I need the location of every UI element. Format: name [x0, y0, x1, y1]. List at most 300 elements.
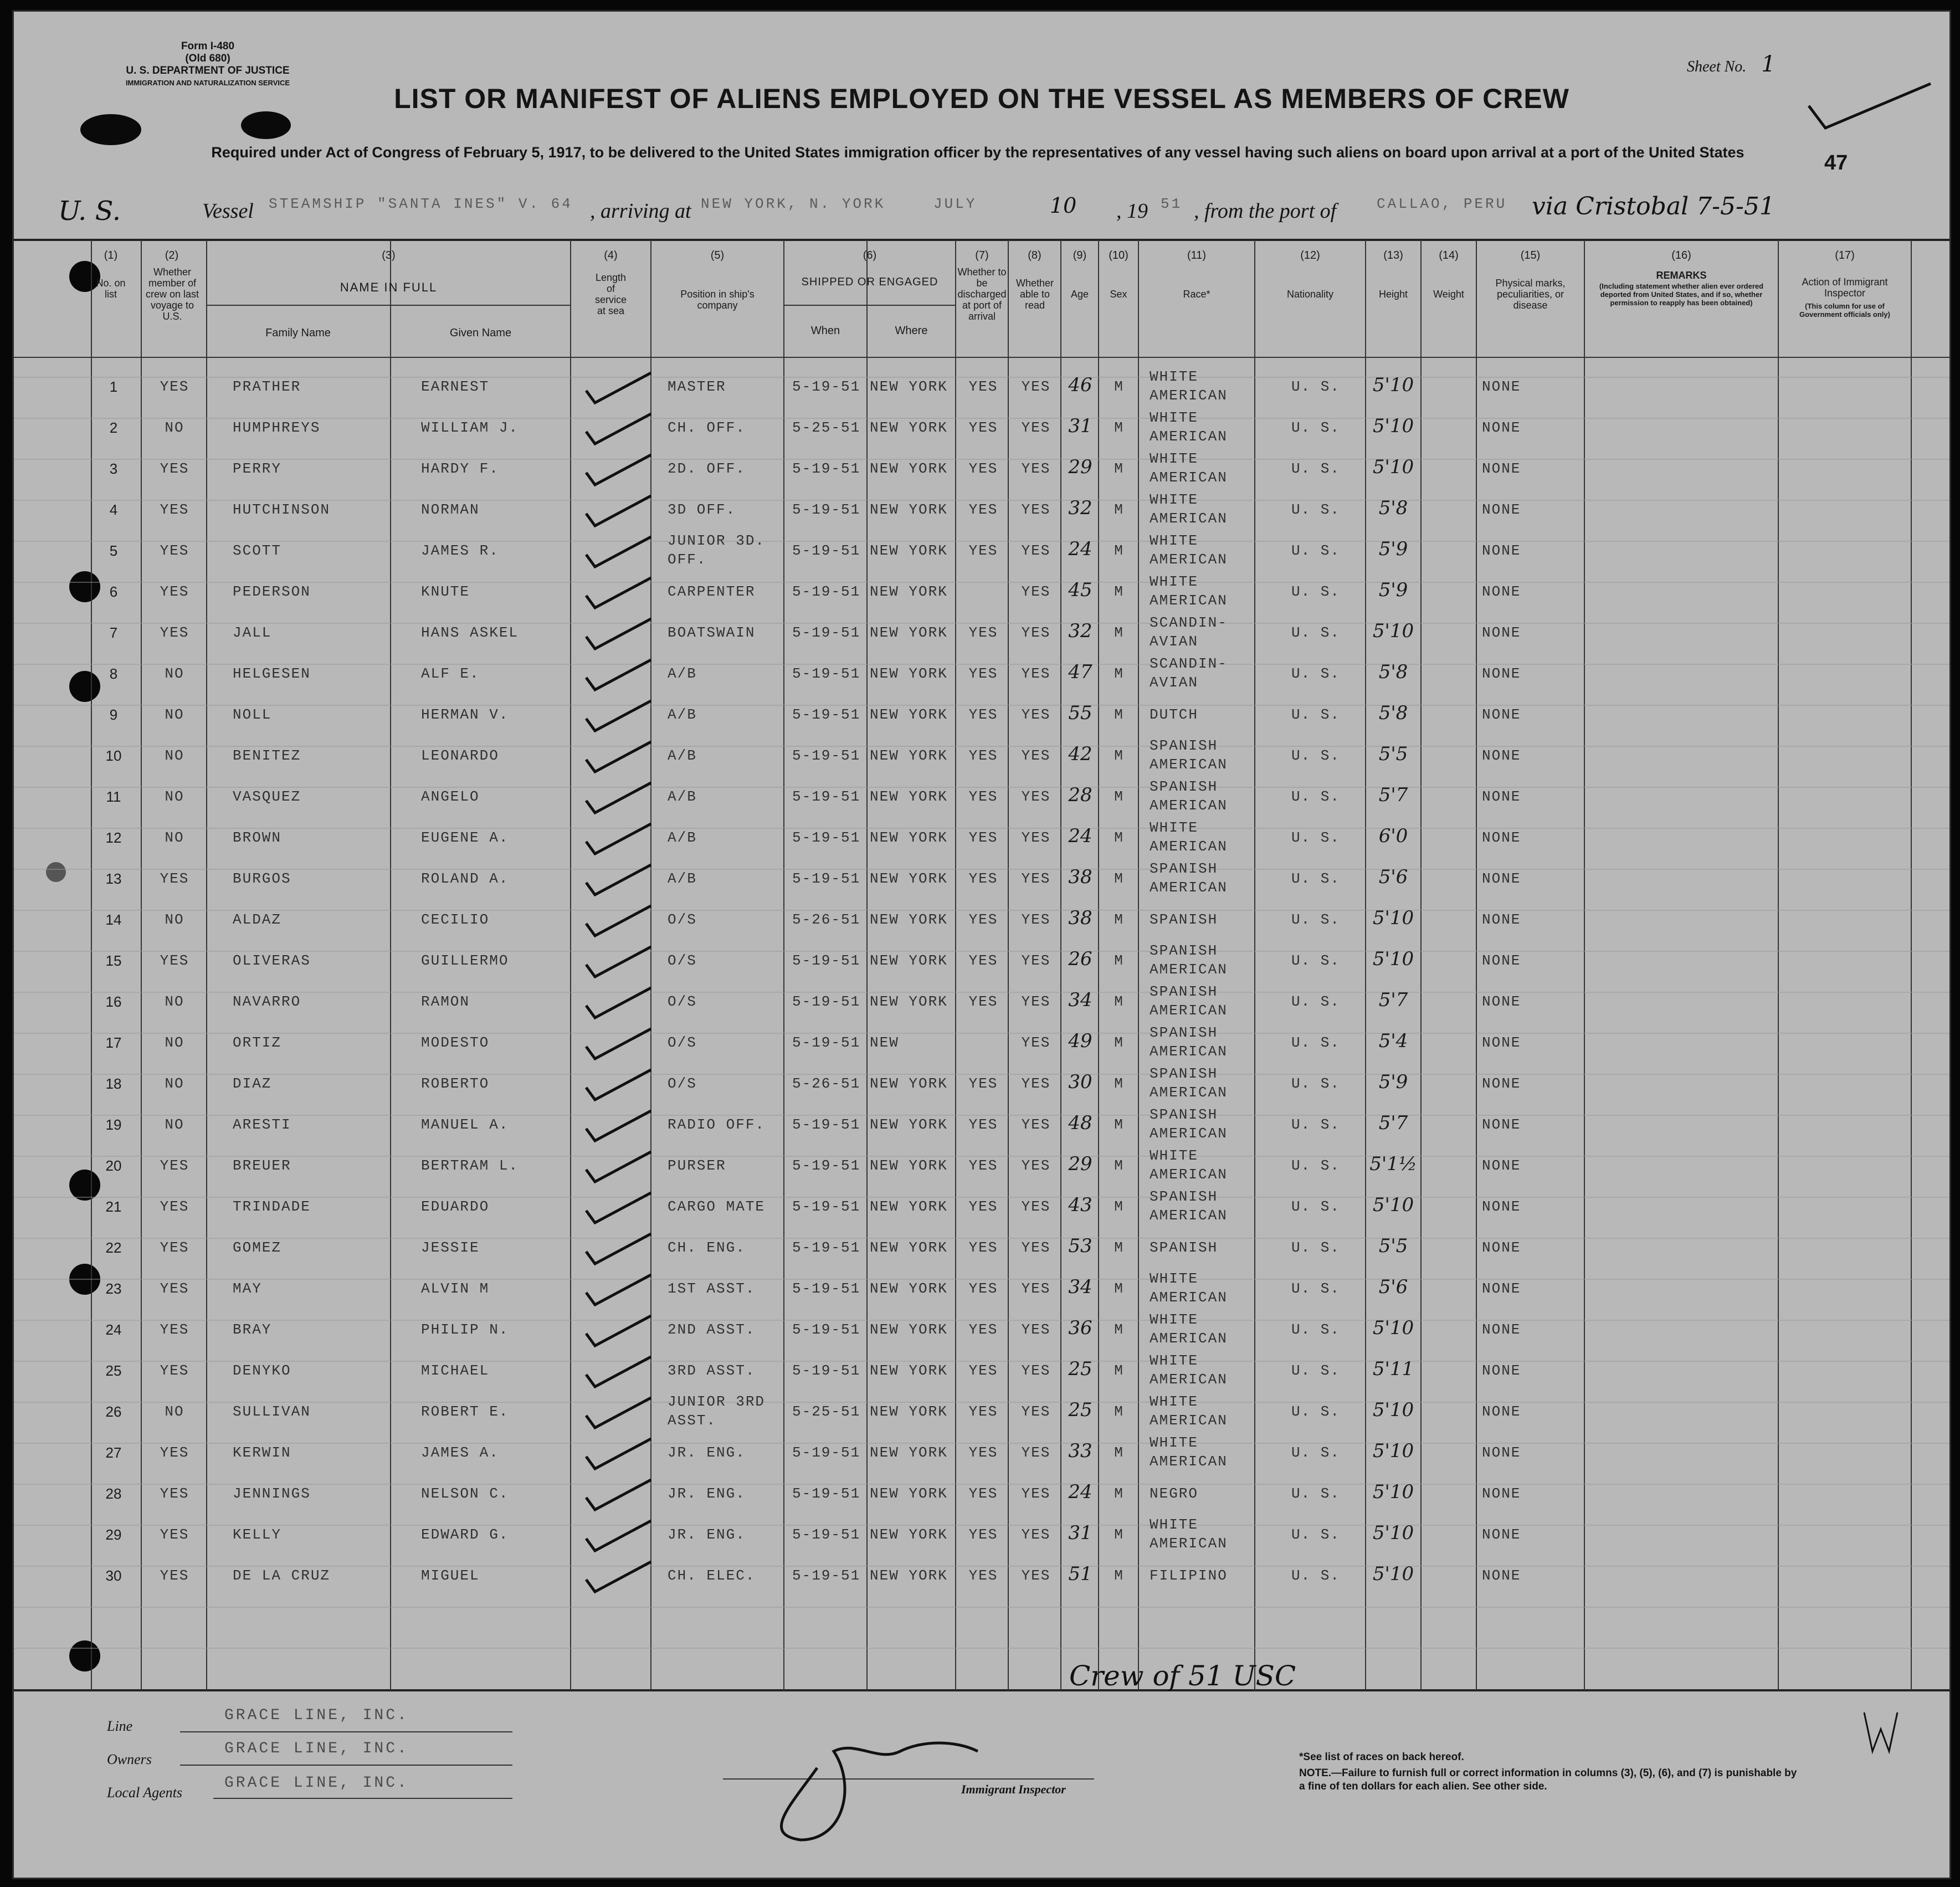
cell-no: 30 [105, 1567, 122, 1584]
cell-read: YES [1021, 665, 1051, 682]
footer-rules [14, 12, 1949, 1878]
cell-disch: YES [968, 706, 998, 723]
cell-no: 1 [109, 378, 118, 395]
cell-phys: NONE [1482, 829, 1521, 846]
cell-race: SCANDIN- AVIAN [1150, 655, 1228, 691]
cell-given: ALF E. [421, 665, 480, 682]
col-header-16: REMARKS [1656, 270, 1707, 281]
cell-no: 3 [109, 460, 118, 477]
cell-sex: M [1114, 460, 1124, 477]
cell-read: YES [1021, 1239, 1051, 1256]
cell-last: NO [165, 1403, 184, 1420]
col-header-14: Weight [1433, 289, 1464, 300]
cell-given: NELSON C. [421, 1485, 509, 1502]
cell-race: WHITE AMERICAN [1150, 409, 1228, 445]
cell-height: 5'10 [1372, 948, 1414, 970]
cell-height: 5'10 [1372, 456, 1414, 478]
cell-disch: YES [968, 1444, 998, 1461]
cell-nat: U. S. [1291, 501, 1340, 518]
cell-race: SPANISH AMERICAN [1150, 860, 1228, 896]
cell-family: HUTCHINSON [233, 501, 331, 518]
cell-read: YES [1021, 1034, 1051, 1051]
cell-where: NEW YORK [870, 870, 948, 887]
col-num: (17) [1835, 249, 1855, 261]
cell-when: 5-26-51 [792, 1075, 861, 1092]
cell-phys: NONE [1482, 993, 1521, 1010]
cell-height: 5'10 [1372, 1522, 1414, 1544]
cell-when: 5-19-51 [792, 1116, 861, 1133]
cell-read: YES [1021, 1444, 1051, 1461]
cell-race: SPANISH AMERICAN [1150, 1188, 1228, 1224]
cell-where: NEW YORK [870, 829, 948, 846]
page-subtitle: Required under Act of Congress of February 5, 1917, to be delivered to the United States immigration officer by the representatives of any vessel having such aliens on board upon arrival at a port of the United States [211, 144, 1744, 161]
col-header-6b: Where [895, 325, 928, 337]
cell-no: 11 [106, 788, 121, 805]
cell-family: HELGESEN [233, 665, 311, 682]
cell-last: NO [165, 419, 184, 436]
cell-sex: M [1114, 501, 1124, 518]
cell-sex: M [1114, 378, 1124, 395]
cell-family: HUMPHREYS [233, 419, 321, 436]
cell-when: 5-19-51 [792, 665, 861, 682]
cell-age: 24 [1068, 825, 1092, 847]
cell-age: 47 [1068, 661, 1092, 683]
cell-nat: U. S. [1291, 378, 1340, 395]
cell-where: NEW YORK [870, 1075, 948, 1092]
cell-disch: YES [968, 1567, 998, 1584]
cell-read: YES [1021, 1321, 1051, 1338]
cell-phys: NONE [1482, 1321, 1521, 1338]
cell-family: MAY [233, 1280, 262, 1297]
owners-label: Owners [107, 1751, 152, 1767]
cell-last: NO [165, 665, 184, 682]
cell-phys: NONE [1482, 583, 1521, 600]
cell-when: 5-19-51 [792, 501, 861, 518]
vessel-prefix: U. S. [58, 196, 121, 227]
cell-sex: M [1114, 1280, 1124, 1297]
form-service: IMMIGRATION AND NATURALIZATION SERVICE [125, 79, 290, 87]
cell-last: NO [165, 706, 184, 723]
cell-age: 33 [1068, 1440, 1092, 1462]
col-header-12: Nationality [1286, 289, 1334, 300]
col-header-2: Whether member of crew on last voyage to U.S. [145, 266, 199, 322]
cell-given: MODESTO [421, 1034, 490, 1051]
cell-no: 29 [105, 1526, 122, 1543]
cell-given: ROBERTO [421, 1075, 490, 1092]
cell-last: NO [165, 1116, 184, 1133]
cell-position: O/S [668, 1034, 697, 1051]
cell-last: NO [165, 1075, 184, 1092]
cell-no: 9 [109, 706, 118, 723]
col-header-6a: When [810, 325, 840, 337]
arriving-label: , arriving at [590, 199, 691, 223]
cell-read: YES [1021, 1567, 1051, 1584]
cell-read: YES [1021, 911, 1051, 928]
cell-phys: NONE [1482, 1444, 1521, 1461]
cell-where: NEW YORK [870, 419, 948, 436]
owners-value: GRACE LINE, INC. [224, 1740, 409, 1757]
cell-when: 5-19-51 [792, 1321, 861, 1338]
col-header-3a: Family Name [265, 327, 331, 339]
cell-no: 14 [105, 911, 122, 928]
cell-nat: U. S. [1291, 1485, 1340, 1502]
cell-when: 5-19-51 [792, 1567, 861, 1584]
footer-note-races: *See list of races on back hereof. [1299, 1751, 1464, 1763]
cell-age: 24 [1068, 538, 1092, 560]
cell-nat: U. S. [1291, 1567, 1340, 1584]
cell-given: ANGELO [421, 788, 480, 805]
cell-phys: NONE [1482, 788, 1521, 805]
cell-age: 32 [1068, 497, 1092, 519]
cell-phys: NONE [1482, 1362, 1521, 1379]
cell-read: YES [1021, 1075, 1051, 1092]
cell-where: NEW YORK [870, 1280, 948, 1297]
col-header-17: Action of Immigrant Inspector [1802, 276, 1888, 299]
cell-last: YES [160, 1362, 189, 1379]
cell-phys: NONE [1482, 706, 1521, 723]
cell-position: A/B [668, 829, 697, 846]
cell-age: 34 [1068, 1276, 1092, 1298]
cell-given: BERTRAM L. [421, 1157, 519, 1174]
cell-phys: NONE [1482, 747, 1521, 764]
cell-given: HANS ASKEL [421, 624, 519, 641]
cell-given: NORMAN [421, 501, 480, 518]
cell-sex: M [1114, 1444, 1124, 1461]
col-header-11: Race* [1183, 289, 1210, 300]
cell-age: 42 [1068, 743, 1092, 765]
cell-last: YES [160, 1157, 189, 1174]
cell-age: 26 [1068, 948, 1092, 970]
cell-family: KERWIN [233, 1444, 291, 1461]
cell-no: 12 [105, 829, 122, 846]
cell-position: 3D OFF. [668, 501, 736, 518]
cell-race: WHITE AMERICAN [1150, 1393, 1228, 1429]
cell-phys: NONE [1482, 542, 1521, 559]
cell-age: 34 [1068, 989, 1092, 1011]
cell-read: YES [1021, 952, 1051, 969]
cell-position: BOATSWAIN [668, 624, 756, 641]
cell-age: 43 [1068, 1194, 1092, 1216]
cell-height: 5'11 [1372, 1358, 1414, 1380]
col-header-10: Sex [1110, 289, 1127, 300]
cell-disch: YES [968, 870, 998, 887]
col-header-9: Age [1070, 289, 1089, 300]
cell-given: EDWARD G. [421, 1526, 509, 1543]
cell-given: JAMES A. [421, 1444, 499, 1461]
cell-position: JUNIOR 3D. OFF. [668, 532, 766, 568]
cell-disch: YES [968, 911, 998, 928]
cell-no: 16 [105, 993, 122, 1010]
cell-nat: U. S. [1291, 1280, 1340, 1297]
cell-age: 28 [1068, 784, 1092, 806]
cell-read: YES [1021, 1485, 1051, 1502]
cell-where: NEW YORK [870, 1567, 948, 1584]
cell-where: NEW YORK [870, 665, 948, 682]
cell-last: YES [160, 460, 189, 477]
cell-sex: M [1114, 1157, 1124, 1174]
cell-nat: U. S. [1291, 1403, 1340, 1420]
cell-height: 5'10 [1372, 1194, 1414, 1216]
day-value: 10 [1050, 193, 1077, 218]
col-header-1: No. on list [96, 278, 126, 300]
cell-height: 5'4 [1378, 1030, 1408, 1052]
cell-age: 51 [1068, 1563, 1092, 1585]
cell-when: 5-19-51 [792, 788, 861, 805]
cell-family: NAVARRO [233, 993, 301, 1010]
cell-when: 5-19-51 [792, 1239, 861, 1256]
cell-read: YES [1021, 870, 1051, 887]
cell-where: NEW YORK [870, 993, 948, 1010]
sheet-label: Sheet No. [1687, 58, 1747, 75]
cell-phys: NONE [1482, 624, 1521, 641]
cell-family: DIAZ [233, 1075, 272, 1092]
cell-last: YES [160, 1526, 189, 1543]
cell-when: 5-25-51 [792, 419, 861, 436]
cell-where: NEW [870, 1034, 899, 1051]
cell-no: 25 [105, 1362, 122, 1379]
cell-read: YES [1021, 706, 1051, 723]
cell-where: NEW YORK [870, 501, 948, 518]
cell-race: SPANISH AMERICAN [1150, 778, 1228, 814]
cell-disch: YES [968, 1526, 998, 1543]
cell-nat: U. S. [1291, 665, 1340, 682]
cell-when: 5-19-51 [792, 870, 861, 887]
cell-read: YES [1021, 1403, 1051, 1420]
col-header-13: Height [1378, 289, 1408, 300]
cell-phys: NONE [1482, 1485, 1521, 1502]
cell-when: 5-19-51 [792, 1444, 861, 1461]
cell-age: 29 [1068, 1153, 1092, 1175]
cell-nat: U. S. [1291, 1198, 1340, 1215]
cell-position: O/S [668, 993, 697, 1010]
cell-age: 25 [1068, 1358, 1092, 1380]
cell-given: ALVIN M [421, 1280, 490, 1297]
cell-height: 5'9 [1378, 579, 1408, 601]
col-num: (3) [382, 249, 396, 261]
cell-read: YES [1021, 1526, 1051, 1543]
col-header-15: Physical marks, peculiarities, or disease [1495, 278, 1566, 311]
cell-position: CARPENTER [668, 583, 756, 600]
cell-sex: M [1114, 870, 1124, 887]
cell-last: YES [160, 583, 189, 600]
cell-sex: M [1114, 419, 1124, 436]
cell-given: JESSIE [421, 1239, 480, 1256]
cell-position: JR. ENG. [668, 1444, 746, 1461]
cell-nat: U. S. [1291, 952, 1340, 969]
cell-phys: NONE [1482, 665, 1521, 682]
cell-no: 19 [105, 1116, 122, 1133]
cell-phys: NONE [1482, 952, 1521, 969]
line-value: GRACE LINE, INC. [224, 1707, 409, 1724]
month-value: JULY [933, 196, 977, 212]
cell-no: 27 [105, 1444, 122, 1461]
cell-phys: NONE [1482, 1403, 1521, 1420]
cell-position: 2ND ASST. [668, 1321, 756, 1338]
cell-when: 5-19-51 [792, 1485, 861, 1502]
cell-age: 48 [1068, 1112, 1092, 1134]
cell-given: GUILLERMO [421, 952, 509, 969]
col-header-8: Whether able to read [1015, 278, 1054, 311]
cell-position: 1ST ASST. [668, 1280, 756, 1297]
col-num: (5) [710, 249, 725, 261]
cell-no: 23 [105, 1280, 122, 1297]
cell-height: 5'5 [1378, 743, 1408, 765]
cell-height: 5'9 [1378, 538, 1408, 560]
cell-when: 5-19-51 [792, 829, 861, 846]
cell-where: NEW YORK [870, 1485, 948, 1502]
cell-when: 5-19-51 [792, 1362, 861, 1379]
cell-age: 30 [1068, 1071, 1092, 1093]
cell-last: NO [165, 911, 184, 928]
cell-read: YES [1021, 829, 1051, 846]
cell-family: GOMEZ [233, 1239, 282, 1256]
cell-sex: M [1114, 1075, 1124, 1092]
cell-height: 5'6 [1378, 866, 1408, 888]
cell-when: 5-19-51 [792, 542, 861, 559]
cell-position: A/B [668, 870, 697, 887]
cell-where: NEW YORK [870, 1198, 948, 1215]
cell-when: 5-19-51 [792, 460, 861, 477]
cell-when: 5-19-51 [792, 993, 861, 1010]
cell-position: A/B [668, 706, 697, 723]
cell-nat: U. S. [1291, 1444, 1340, 1461]
cell-given: EARNEST [421, 378, 490, 395]
cell-disch: YES [968, 993, 998, 1010]
cell-when: 5-19-51 [792, 706, 861, 723]
cell-read: YES [1021, 747, 1051, 764]
cell-race: NEGRO [1150, 1485, 1199, 1502]
cell-nat: U. S. [1291, 542, 1340, 559]
cell-height: 5'6 [1378, 1276, 1408, 1298]
col-header-6: SHIPPED OR ENGAGED [801, 276, 938, 288]
cell-nat: U. S. [1291, 460, 1340, 477]
cell-where: NEW YORK [870, 583, 948, 600]
cell-where: NEW YORK [870, 1444, 948, 1461]
cell-disch: YES [968, 1403, 998, 1420]
sheet-value: 1 [1761, 52, 1776, 77]
form-department: U. S. DEPARTMENT OF JUSTICE [126, 65, 290, 76]
cell-sex: M [1114, 1116, 1124, 1133]
cell-position: A/B [668, 788, 697, 805]
cell-height: 5'8 [1378, 702, 1408, 724]
cell-where: NEW YORK [870, 1362, 948, 1379]
cell-sex: M [1114, 583, 1124, 600]
cell-sex: M [1114, 1403, 1124, 1420]
cell-sex: M [1114, 952, 1124, 969]
cell-nat: U. S. [1291, 624, 1340, 641]
cell-last: YES [160, 1239, 189, 1256]
cell-disch: YES [968, 378, 998, 395]
cell-given: ROBERT E. [421, 1403, 509, 1420]
cell-no: 24 [105, 1321, 122, 1338]
cell-given: MICHAEL [421, 1362, 490, 1379]
via-value: via Cristobal 7-5-51 [1532, 192, 1775, 221]
cell-age: 49 [1068, 1030, 1092, 1052]
cell-phys: NONE [1482, 1198, 1521, 1215]
cell-disch: YES [968, 460, 998, 477]
cell-position: PURSER [668, 1157, 726, 1174]
agents-value: GRACE LINE, INC. [224, 1775, 409, 1792]
cell-no: 20 [105, 1157, 122, 1174]
cell-age: 32 [1068, 620, 1092, 642]
agents-label: Local Agents [107, 1785, 183, 1801]
cell-height: 5'7 [1378, 989, 1408, 1011]
cell-given: EDUARDO [421, 1198, 490, 1215]
cell-where: NEW YORK [870, 542, 948, 559]
cell-position: 2D. OFF. [668, 460, 746, 477]
cell-position: O/S [668, 1075, 697, 1092]
cell-given: HARDY F. [421, 460, 499, 477]
cell-given: CECILIO [421, 911, 490, 928]
line-label: Line [107, 1718, 133, 1734]
cell-when: 5-19-51 [792, 378, 861, 395]
col-num: (12) [1300, 249, 1320, 261]
cell-where: NEW YORK [870, 911, 948, 928]
cell-race: WHITE AMERICAN [1150, 573, 1228, 609]
port-value: CALLAO, PERU [1377, 196, 1507, 212]
cell-nat: U. S. [1291, 870, 1340, 887]
cell-given: MANUEL A. [421, 1116, 509, 1133]
cell-last: YES [160, 501, 189, 518]
cell-age: 24 [1068, 1481, 1092, 1503]
col-num: (10) [1109, 249, 1128, 261]
cell-position: A/B [668, 665, 697, 682]
cell-position: RADIO OFF. [668, 1116, 766, 1133]
cell-family: NOLL [233, 706, 272, 723]
cell-read: YES [1021, 583, 1051, 600]
vessel-value: STEAMSHIP "SANTA INES" V. 64 [269, 196, 573, 212]
cell-no: 8 [109, 665, 118, 682]
cell-when: 5-19-51 [792, 624, 861, 641]
cell-read: YES [1021, 419, 1051, 436]
cell-where: NEW YORK [870, 1526, 948, 1543]
cell-height: 5'9 [1378, 1071, 1408, 1093]
cell-read: YES [1021, 1280, 1051, 1297]
cell-last: NO [165, 788, 184, 805]
cell-last: YES [160, 624, 189, 641]
cell-last: YES [160, 1198, 189, 1215]
cell-given: LEONARDO [421, 747, 499, 764]
cell-race: WHITE AMERICAN [1150, 1311, 1228, 1347]
cell-race: SPANISH AMERICAN [1150, 1024, 1228, 1060]
cell-age: 46 [1068, 374, 1092, 396]
cell-sex: M [1114, 706, 1124, 723]
col-num: (16) [1671, 249, 1691, 261]
cell-phys: NONE [1482, 1567, 1521, 1584]
cell-no: 6 [109, 583, 118, 600]
cell-family: DENYKO [233, 1362, 291, 1379]
cell-sex: M [1114, 1567, 1124, 1584]
cell-nat: U. S. [1291, 706, 1340, 723]
cell-race: SCANDIN- AVIAN [1150, 614, 1228, 650]
cell-age: 31 [1068, 1522, 1092, 1544]
form-old-number: (Old 680) [185, 53, 230, 64]
cell-where: NEW YORK [870, 952, 948, 969]
cell-height: 5'8 [1378, 661, 1408, 683]
cell-phys: NONE [1482, 1116, 1521, 1133]
col-num: (4) [604, 249, 618, 261]
cell-phys: NONE [1482, 419, 1521, 436]
col-header-17-note: (This column for use of Government officials only) [1799, 302, 1890, 319]
cell-last: YES [160, 1280, 189, 1297]
cell-no: 18 [105, 1075, 122, 1092]
cell-disch: YES [968, 829, 998, 846]
cell-height: 5'10 [1372, 907, 1414, 929]
cell-phys: NONE [1482, 1157, 1521, 1174]
page-number: 47 [1824, 151, 1848, 175]
cell-disch: YES [968, 788, 998, 805]
cell-position: CH. OFF. [668, 419, 746, 436]
